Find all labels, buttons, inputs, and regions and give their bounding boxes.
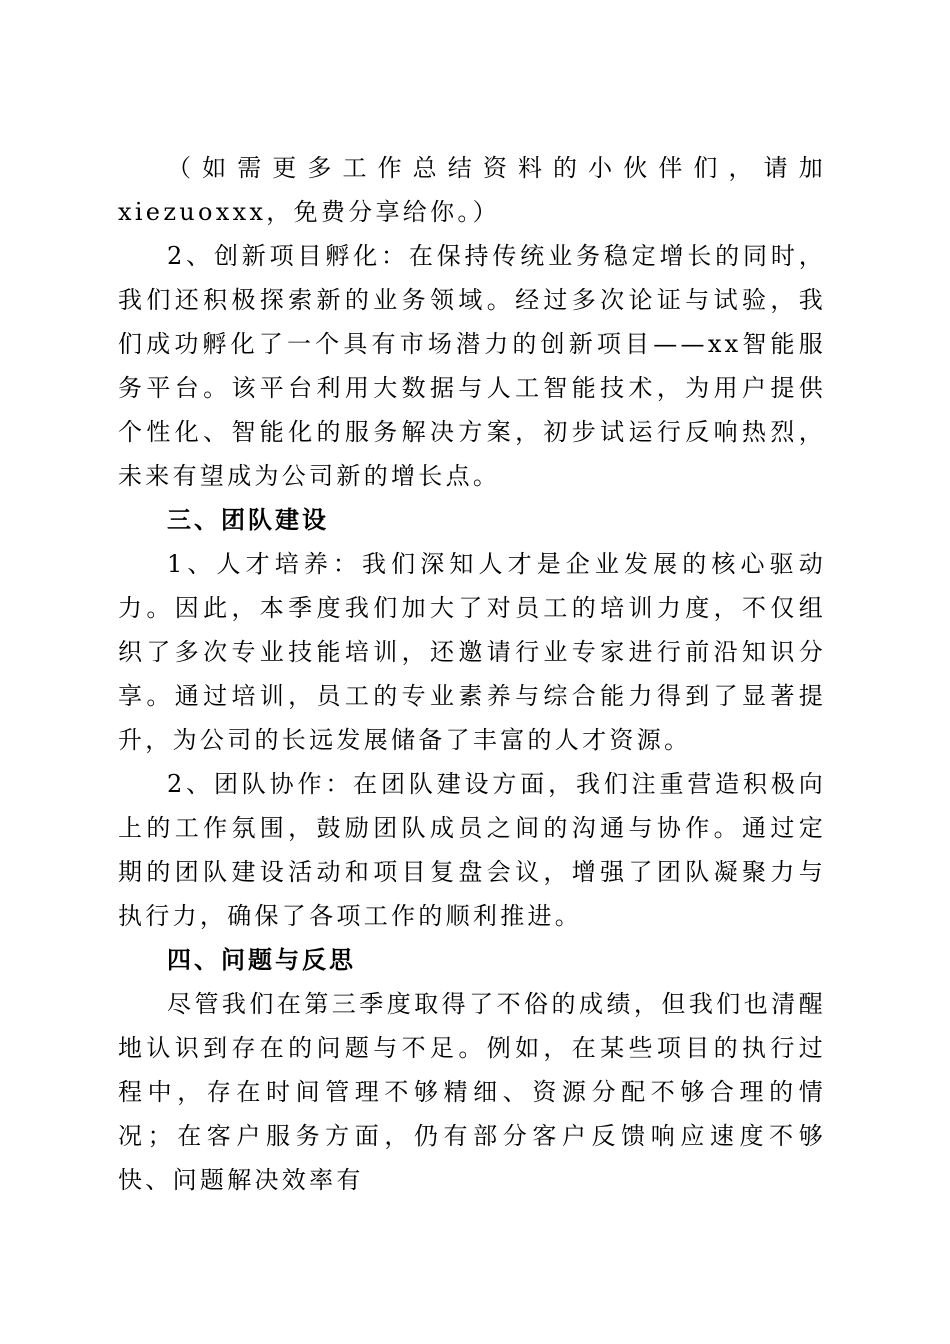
innovation-project-paragraph: 2、创新项目孵化：在保持传统业务稳定增长的同时，我们还积极探索新的业务领域。经过多次论证与试验，我们成功孵化了一个具有市场潜力的创新项目——xx智能服务平台。该平台利用大数据与人工智能技术，为用户提供个性化、智能化的服务解决方案，初步试运行反响热烈，未来有望成为公司新的增长点。 [118,242,826,490]
section-heading-problems-reflection: 四、问题与反思 [167,946,356,974]
problems-paragraph: 尽管我们在第三季度取得了不俗的成绩，但我们也清醒地认识到存在的问题与不足。例如，在某些项目的执行过程中，存在时间管理不够精细、资源分配不够合理的情况；在客户服务方面，仍有部分客户反馈响应速度不够快、问题解决效率有 [118,990,826,1194]
document-body [118,146,826,1202]
section-heading-team-building: 三、团队建设 [167,506,329,534]
team-collaboration-paragraph: 2、团队协作：在团队建设方面，我们注重营造积极向上的工作氛围，鼓励团队成员之间的沟通与协作。通过定期的团队建设活动和项目复盘会议，增强了团队凝聚力与执行力，确保了各项工作的顺利推进。 [118,770,826,930]
contact-note-paragraph: （如需更多工作总结资料的小伙伴们，请加xiezuoxxx，免费分享给你。） [118,154,826,226]
talent-training-paragraph: 1、人才培养：我们深知人才是企业发展的核心驱动力。因此，本季度我们加大了对员工的培训力度，不仅组织了多次专业技能培训，还邀请行业专家进行前沿知识分享。通过培训，员工的专业素养与综合能力得到了显著提升，为公司的长远发展储备了丰富的人才资源。 [118,550,826,754]
